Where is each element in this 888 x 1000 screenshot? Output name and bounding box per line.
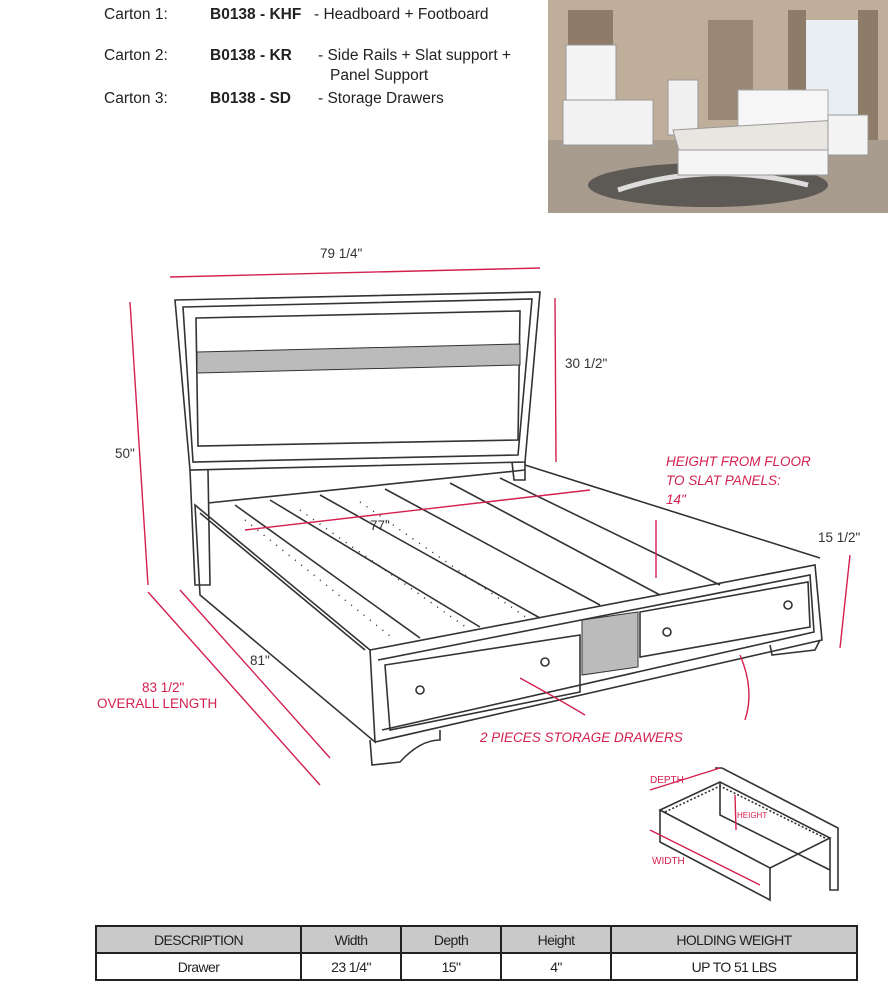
headboard-width-label: 79 1/4" xyxy=(320,246,363,261)
drawer-width-label: WIDTH xyxy=(652,856,685,867)
header-height: Height xyxy=(501,926,611,953)
carton-label: Carton 1: xyxy=(104,6,168,23)
slat-height-line2: TO SLAT PANELS: xyxy=(666,473,781,488)
slat-height-value: 14" xyxy=(666,492,686,507)
carton-label: Carton 2: xyxy=(104,47,168,64)
drawer-height-label: HEIGHT xyxy=(737,811,768,820)
carton-desc: - Storage Drawers xyxy=(318,90,444,107)
header-description: DESCRIPTION xyxy=(96,926,301,953)
cell-depth: 15" xyxy=(401,953,501,980)
overall-height-label: 50" xyxy=(115,446,135,461)
drawer-depth-label: DEPTH xyxy=(650,775,684,786)
bed-drawing xyxy=(175,292,838,900)
table-header-row xyxy=(96,926,857,953)
carton-code: B0138 - KHF xyxy=(210,6,302,23)
overall-length-value: 83 1/2" xyxy=(142,680,185,695)
header-width: Width xyxy=(301,926,401,953)
slat-height-line1: HEIGHT FROM FLOOR xyxy=(666,454,811,469)
footboard-height-label: 15 1/2" xyxy=(818,530,861,545)
header-depth: Depth xyxy=(401,926,501,953)
slat-length-label: 77" xyxy=(370,518,390,533)
carton-desc: - Headboard + Footboard xyxy=(314,6,489,23)
carton-label: Carton 3: xyxy=(104,90,168,107)
cell-width: 23 1/4" xyxy=(301,953,401,980)
cell-holding-weight: UP TO 51 LBS xyxy=(611,953,857,980)
carton-desc-2: Panel Support xyxy=(330,67,429,84)
drawer-spec-table xyxy=(95,925,858,981)
storage-drawers-note: 2 PIECES STORAGE DRAWERS xyxy=(480,730,683,745)
cell-description: Drawer xyxy=(96,953,301,980)
headboard-height-label: 30 1/2" xyxy=(565,356,608,371)
carton-code: B0138 - SD xyxy=(210,90,291,107)
table-row xyxy=(96,953,857,980)
carton-code: B0138 - KR xyxy=(210,47,292,64)
overall-length-label: OVERALL LENGTH xyxy=(97,696,218,711)
cell-height: 4" xyxy=(501,953,611,980)
rail-length-label: 81" xyxy=(250,653,270,668)
carton-desc: - Side Rails + Slat support + xyxy=(318,47,511,64)
header-holding-weight: HOLDING WEIGHT xyxy=(611,926,857,953)
